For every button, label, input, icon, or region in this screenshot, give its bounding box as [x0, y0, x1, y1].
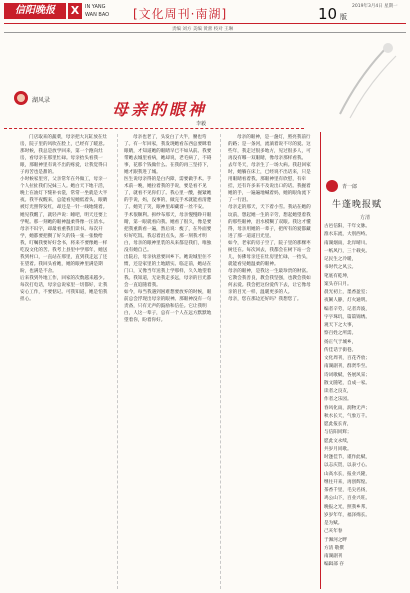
- poem-line: 是为赋。: [324, 521, 343, 526]
- poem-line: 淮水东流，大别西峙。: [324, 232, 370, 238]
- page-number: 10: [318, 5, 338, 23]
- sidebar-column-tag: 青一郎: [342, 184, 358, 190]
- poem-line: 传佳话于街巷。: [324, 347, 357, 353]
- poem-line: 夜阑人静，灯火通明。: [324, 298, 370, 304]
- poem-line: 案头存日月。: [324, 281, 352, 287]
- poem-title: 牛蓬晚报赋: [332, 200, 383, 210]
- poem-line: 晚报之光，照我乡邦，: [324, 504, 370, 510]
- header-divider: [4, 32, 406, 33]
- poem-line: 一纸风行，三十载矣。: [324, 248, 370, 254]
- masthead-rule: [4, 23, 406, 24]
- poem-author: 方清: [360, 215, 371, 221]
- poem-line: 愿此文永续，: [324, 438, 352, 444]
- poem-line: 以志庆贺，以表寸心。: [324, 463, 370, 469]
- poem-line: 诗词歌赋，各展风采；: [324, 372, 370, 378]
- logo-x-mark: X: [68, 3, 82, 19]
- column-emblem-inner: [17, 94, 25, 102]
- poem-line: 南湖副刊: [324, 554, 343, 559]
- poem-line: 笔底有乾坤，: [324, 273, 352, 279]
- article-column-3: 母亲的眼神，是一盏灯，照亮我前行的路；是一条河，流淌着说不尽的爱。这些年，我走过很多地方，见过很多人，可再没有哪一双眼睛，像母亲那样看我。 去年冬天，母亲生了一场大病。我赶回家时，她躺在床上，已经说不出话来，只是用眼睛看着我。那眼神里有欣慰，有牵挂，还有许多来不及说出口的话。我握着她的手，一遍遍地喊着妈，她的眼角流下了一行泪。 母亲走的那天，天下着小雪。我站在她的坟前，想起她一生的辛劳，想起她望着我的那些眼神，泪水模糊了双眼。我这才懂得，母亲用她的一辈子，把所有的爱都藏进了那一道道目光里。 如今，老家的房子空了，院子里的那棵枣树还在。每次回去，我都会在树下站一会儿，仿佛母亲还在灶房里忙碌，一抬头，就能看见她温柔的眼神。 母亲的眼神，是我这一生最珍贵的财富。它教会我善良，教会我坚强，也教会我如何去爱。我会把这份爱传下去，让它像母亲的目光一样，温暖更多的人。 母亲，您在那边还好吗？我想您了。: [228, 135, 311, 303]
- poem-line: 察百姓之所需。: [324, 331, 357, 337]
- ink-brush-illustration: [330, 34, 404, 126]
- poem-line: 山高水长，报业兴隆，: [324, 471, 370, 477]
- poem-line: 岁岁年年，福泽绵长。: [324, 512, 370, 518]
- column-separator: [220, 134, 221, 589]
- pinyin-line-1: IN YANG: [85, 4, 106, 10]
- poem-line: 字字珠玑，篇篇锦绣。: [324, 314, 370, 320]
- poem-line: 书时代之风云。: [324, 265, 357, 271]
- page-number-suffix: 版: [340, 13, 347, 21]
- poem-line: 茶香千里，毛尖名扬，: [324, 488, 370, 493]
- poem-line: 愿此报长青，: [324, 422, 352, 427]
- poem-line: 记民生之冷暖，: [324, 257, 357, 262]
- poem-line: 方清 敬撰: [324, 545, 344, 551]
- poem-line: 晨光初上，墨香盈室；: [324, 290, 370, 295]
- column-tag: 湖风录: [32, 97, 51, 104]
- poem-line: 南湖烟雨，北岸晴川。: [324, 240, 370, 246]
- sidebar-divider: [320, 132, 321, 589]
- editor-credits: 责编 刘方 美编 黄蕾 校对 王琳: [172, 27, 234, 32]
- poem-line: 于浉河之畔: [324, 537, 347, 543]
- poem-line: 扬正气于城乡，: [324, 339, 357, 345]
- poem-line: 鸡公山下，百业兴旺。: [324, 496, 370, 502]
- poem-line: 编者辛劳，记者奔波，: [324, 306, 370, 312]
- article-column-2: 母亲也老了，头发白了大半，腰也弯了。有一年回家，我发现她看东西总要眯着眼睛，才知道她的眼睛早已不如从前。我要带她去城里看病，她却说，老毛病了，不碍事，花那个钱做什么。在我的再三坚持下，她才跟我进了城。 医生说母亲得的是白内障，需要做手术。手术前一晚，她拉着我的手说，要是看不见了，就看不见你们了。我心里一酸，握紧她的手说，妈，没事的，做完手术就能看清楚了。她笑了笑，眼神里却藏着一丝不安。 手术很顺利。拆纱布那天，母亲慢慢睁开眼睛，第一眼就看向我。她看了很久，像是要把我重新看一遍，然后说：瘦了，在外面要好好吃饭。我忍着泪点头，那一刻我才明白，母亲的眼神里装的从来都是我们，唯独没有她自己。 出院后，母亲执意要回乡下。她说城里住不惯，还是家里的土地踏实。临走前，她站在门口，又像当年送我上学那样，久久地望着我。我知道，无论我走多远，母亲的目光都会一直追随着我。 如今，每当我遇到困难想要放弃的时候，眼前总会浮现出母亲的眼神。那眼神没有一句责备，只有无声的鼓励和信任。它让我明白，人这一辈子，总有一个人在远方默默地望着你，盼着你好。: [124, 135, 212, 324]
- poem-line: 春风化雨，润物无声；: [324, 405, 370, 411]
- sidebar-emblem-icon: [326, 180, 338, 192]
- poem-line: 散文随笔，自成一家。: [324, 380, 370, 386]
- poem-line: 秋水长天，气象万千。: [324, 413, 370, 419]
- poem-line: 编辑部 存: [324, 562, 344, 568]
- poem-line: 观天下之大事，: [324, 323, 357, 328]
- article-title: 母亲的眼神: [112, 100, 208, 119]
- poem-line: 作者之乐园。: [324, 397, 352, 403]
- poem-line: 己亥年春: [324, 529, 343, 535]
- pinyin-line-2: WAN BAO: [85, 12, 110, 18]
- poem-line: 文化周刊，百花齐放；: [324, 356, 370, 361]
- poem-body: [324, 223, 406, 588]
- poem-line: 读者之良友，: [324, 389, 352, 394]
- poem-line: 与信阳同辉；: [324, 430, 352, 436]
- article-column-1: 门店取来的蔬菜，母亲把大瓦缸放在灶房，院子里的风吹在脸上，已经有了暖意。那时候，我总是放学回来，第一个跑向灶房，看母亲在那里忙碌。母亲抬头看我一眼，那眼神里有说不出的疼爱，让我觉得日子再苦也是甜的。 小时候家里穷，父亲常年在外做工，母亲一个人拉扯我们兄妹三人。她白天下地干活，晚上在油灯下缝补衣裳，常常一坐就是大半夜。我半夜醒来，总能看见她低着头，眼睛被灯光照得发红，却还是一针一线地缝着。她见我醒了，就轻声说：睡吧，明天还要上学呢。那一刻她的眼神温柔得像一汪清水。 母亲不识字，却最看重我们读书。每次开学，她都要把攒了好久的钱一张一张数给我，叮嘱我要好好念书，将来不要像她一样吃没文化的苦。我考上县里中学那年，她送我到村口，一直站在那里，直到我走远了还在望着。我回头看她，她的眼神里满是期盼，也满是不舍。 后来我到外地工作，回家的次数越来越少。每次打电话，母亲总说家里一切都好，让我安心工作，不要惦记。可我知道，她是怕我担心。: [20, 135, 108, 303]
- article-author: 李毅: [196, 121, 207, 127]
- newspaper-logo: 信阳晚报: [4, 3, 66, 19]
- column-separator: [117, 134, 118, 589]
- logo-pinyin: [85, 3, 109, 19]
- poem-line: 古邑信阳，千年文脉。: [324, 224, 370, 229]
- poem-line: 时逢佳节，谨作此赋，: [324, 455, 370, 460]
- poem-line: 继往开来，再创辉煌。: [324, 479, 370, 485]
- issue-date: 2019年3月4日 星期一: [352, 4, 398, 9]
- section-title: [文化周刊·南湖]: [133, 7, 228, 21]
- poem-line: 南湖副刊，群贤毕至。: [324, 364, 370, 370]
- title-divider: [4, 128, 304, 129]
- poem-line: 共岁月同歌。: [324, 446, 352, 452]
